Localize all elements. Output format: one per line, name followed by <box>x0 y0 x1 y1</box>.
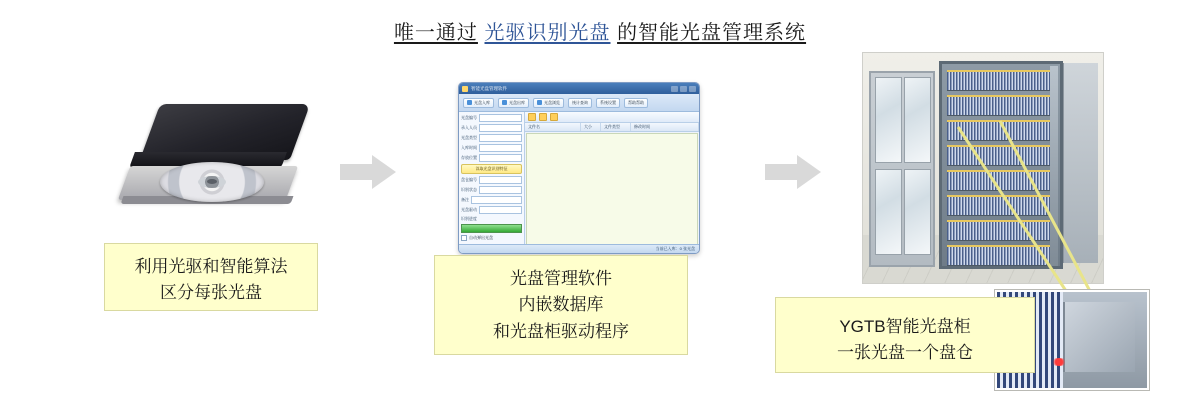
field-label: 光盘类型 <box>461 135 477 140</box>
laser-indicator-icon <box>1051 358 1067 366</box>
field-row[interactable] <box>461 186 522 194</box>
cabinet-open-rack <box>939 61 1063 269</box>
maximize-button[interactable] <box>680 86 687 92</box>
callout-line: 内嵌数据库 <box>518 295 604 315</box>
column-header-modified: 修改时间 <box>631 123 699 131</box>
disc-shelf <box>947 120 1057 141</box>
checkbox-label: 自动弹出光盘 <box>469 235 493 240</box>
page-title <box>0 16 1200 45</box>
callout-cabinet <box>775 297 1035 373</box>
progress-row <box>461 216 522 222</box>
callout-optical-drive <box>104 243 318 311</box>
rack-post <box>1050 66 1058 266</box>
disc-shelf <box>947 145 1057 166</box>
cabinet-side-panel <box>1063 63 1098 263</box>
app-window-title: 智能光盘管理软件 <box>471 85 507 91</box>
file-list[interactable] <box>526 133 698 245</box>
checkbox-box-icon[interactable] <box>461 235 467 241</box>
app-titlebar <box>459 83 699 94</box>
single-disc-slot <box>1063 302 1135 372</box>
arrow-head <box>797 155 821 189</box>
remark-input[interactable] <box>471 196 522 204</box>
column-header-type: 文件类型 <box>601 123 631 131</box>
page-title-highlight: 光驱识别光盘 <box>484 22 611 44</box>
arrow-shaft <box>340 164 374 180</box>
progress-label: 识别进度 <box>461 216 477 221</box>
slot-id-input[interactable] <box>479 176 522 184</box>
disc-shelf <box>947 220 1057 241</box>
arrow-shaft <box>765 164 799 180</box>
driver-select[interactable] <box>479 206 522 214</box>
disc-shelf <box>947 245 1057 266</box>
page-title-prefix: 唯一通过 <box>393 22 478 44</box>
glass-pane <box>904 77 931 163</box>
field-label: 录入人员 <box>461 125 477 130</box>
field-label: 盘仓编号 <box>461 177 477 182</box>
toolbar-button-settings[interactable]: 系统设置 <box>596 98 620 108</box>
driver-row[interactable] <box>461 206 522 214</box>
folder-icon[interactable] <box>528 113 536 121</box>
toolbar-button-import[interactable]: 光盘入库 <box>463 98 494 108</box>
field-label: 识别状态 <box>461 187 477 192</box>
callout-line: YGTB智能光盘柜 <box>839 317 971 336</box>
location-input[interactable] <box>479 154 522 162</box>
auto-eject-checkbox[interactable] <box>461 235 522 241</box>
toolbar-button-stats[interactable]: 统计查询 <box>568 98 592 108</box>
driver-label: 光盘驱动 <box>461 207 477 212</box>
disc-shelf <box>947 70 1057 91</box>
disc-hole <box>207 179 217 184</box>
glass-pane <box>875 169 902 255</box>
refresh-icon[interactable] <box>550 113 558 121</box>
field-row[interactable] <box>461 134 522 142</box>
callout-line: 利用光驱和智能算法 <box>134 257 288 276</box>
app-body <box>459 112 699 246</box>
field-row[interactable] <box>461 144 522 152</box>
app-side-panel[interactable] <box>459 112 525 246</box>
callout-software <box>434 255 688 355</box>
disc-id-input[interactable] <box>479 114 522 122</box>
flow-arrow-right-icon <box>765 155 821 189</box>
disc-type-select[interactable] <box>479 134 522 142</box>
file-list-header <box>525 123 699 132</box>
app-main-panel <box>525 112 699 246</box>
field-row[interactable] <box>461 154 522 162</box>
disc-cabinet-icon <box>862 52 1104 284</box>
arrow-head <box>372 155 396 189</box>
field-row[interactable] <box>461 196 522 204</box>
column-header-name: 文件名 <box>525 123 581 131</box>
field-label: 存放位置 <box>461 155 477 160</box>
column-header-size: 大小 <box>581 123 601 131</box>
callout-line: 和光盘柜驱动程序 <box>493 321 629 341</box>
field-label: 光盘编号 <box>461 115 477 120</box>
app-statusbar: 当前已入库：0 张光盘 <box>459 244 699 253</box>
export-icon <box>502 100 507 105</box>
window-controls[interactable] <box>671 86 696 92</box>
field-label: 入库时间 <box>461 145 477 150</box>
optical-drive-icon <box>120 104 320 216</box>
read-disc-feature-button[interactable]: 读取光盘识别特征 <box>461 164 522 174</box>
cabinet-glass-door-unit <box>869 71 935 267</box>
recognition-status-input[interactable] <box>479 186 522 194</box>
close-button[interactable] <box>689 86 696 92</box>
browse-icon <box>537 100 542 105</box>
toolbar-button-browse[interactable]: 光盘浏览 <box>533 98 564 108</box>
folder-open-icon[interactable] <box>539 113 547 121</box>
toolbar-button-help[interactable]: 帮助帮助 <box>624 98 648 108</box>
callout-line: 一张光盘一个盘仓 <box>837 343 973 363</box>
disc-shelf <box>947 195 1057 216</box>
page-title-suffix: 的智能光盘管理系统 <box>617 22 807 44</box>
file-toolbar[interactable] <box>525 112 699 123</box>
minimize-button[interactable] <box>671 86 678 92</box>
disc-shelf <box>947 170 1057 191</box>
field-row[interactable] <box>461 124 522 132</box>
disc-shelf <box>947 95 1057 116</box>
import-icon <box>467 100 472 105</box>
software-window-icon[interactable] <box>458 82 700 254</box>
glass-pane <box>904 169 931 255</box>
field-row[interactable] <box>461 176 522 184</box>
operator-input[interactable] <box>479 124 522 132</box>
callout-line: 区分每张光盘 <box>160 283 262 303</box>
callout-line: 光盘管理软件 <box>510 269 612 288</box>
field-label: 备注 <box>461 197 469 202</box>
import-time-input[interactable] <box>479 144 522 152</box>
app-toolbar[interactable] <box>459 94 699 112</box>
field-row[interactable] <box>461 114 522 122</box>
toolbar-button-export[interactable]: 光盘出库 <box>498 98 529 108</box>
app-logo-icon <box>462 86 468 92</box>
flow-arrow-right-icon <box>340 155 396 189</box>
glass-pane <box>875 77 902 163</box>
progress-bar <box>461 224 522 233</box>
